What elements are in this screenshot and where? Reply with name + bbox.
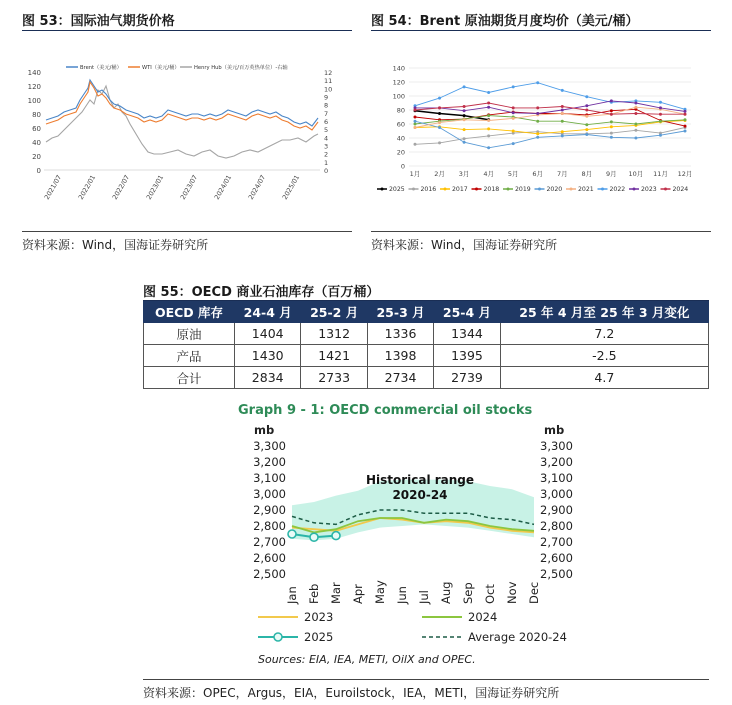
fig54-line-2016 — [415, 128, 685, 145]
fig53-rtick: 6 — [324, 118, 329, 126]
graph9-x-axis — [285, 580, 541, 605]
fig54-legend-dot — [633, 188, 636, 191]
fig54-point-2023 — [610, 99, 613, 102]
fig54-point-2022 — [561, 89, 564, 92]
fig54-point-2023 — [512, 111, 515, 114]
fig54-point-2017 — [561, 130, 564, 133]
table-cell: 2834 — [235, 367, 301, 389]
fig53-rtick: 12 — [324, 69, 333, 77]
fig53-rtick: 5 — [324, 126, 329, 135]
fig54-legend-dot — [538, 188, 541, 191]
table-cell: 1336 — [367, 323, 433, 345]
fig54-point-2017 — [536, 132, 539, 135]
fig53-ytick: 20 — [32, 153, 41, 161]
table-cell: -2.5 — [500, 345, 708, 367]
fig54-point-2020 — [536, 136, 539, 139]
table-header-cell: 25-4 月 — [434, 302, 500, 323]
fig54-legend-2019: 2019 — [515, 186, 531, 193]
fig54-legend-dot — [570, 188, 573, 191]
graph9-xtick: Oct — [483, 584, 497, 604]
graph9-xtick: Mar — [329, 582, 343, 604]
graph9-point-2025 — [288, 530, 296, 538]
graph9-unit-right: mb — [544, 423, 565, 437]
fig54-point-2018 — [414, 116, 417, 119]
fig54-point-2021 — [512, 117, 515, 120]
graph9-xtick: Dec — [527, 581, 541, 604]
fig54-point-2021 — [634, 106, 637, 109]
fig54-point-2021 — [487, 119, 490, 122]
graph9-legend — [258, 610, 567, 644]
fig54-point-2017 — [585, 128, 588, 131]
fig54-line-2020 — [415, 121, 685, 148]
fig54-point-2023 — [487, 106, 490, 109]
fig54-point-2024 — [487, 102, 490, 105]
fig53-rtick: 10 — [324, 85, 333, 94]
fig54-point-2016 — [487, 134, 490, 137]
table-cell: 4.7 — [500, 367, 708, 389]
fig54-point-2024 — [414, 109, 417, 112]
graph9-ytick-right: 3,000 — [540, 487, 573, 501]
graph9-ytick-right: 2,900 — [540, 503, 573, 517]
fig54-legend-2017: 2017 — [452, 186, 468, 193]
fig54-point-2023 — [561, 109, 564, 112]
table-cell: 1312 — [301, 323, 367, 345]
fig53-rtick: 2 — [324, 150, 329, 159]
fig54-point-2024 — [585, 109, 588, 112]
fig54-ytick: 0 — [400, 162, 405, 171]
fig53-xtick: 2025/01 — [280, 173, 302, 201]
graph9-ytick-left: 3,100 — [253, 471, 286, 485]
fig54-ytick: 60 — [396, 120, 405, 129]
graph9-xtick: Nov — [505, 581, 519, 604]
fig54-point-2024 — [610, 113, 613, 116]
fig54-ytick: 100 — [392, 92, 405, 101]
graph9-unit-left: mb — [254, 423, 275, 437]
fig54-point-2022 — [463, 85, 466, 88]
fig54-point-2017 — [463, 128, 466, 131]
fig54-point-2023 — [684, 110, 687, 113]
graph9-ytick-right: 3,300 — [540, 439, 573, 453]
fig53-rtick: 11 — [324, 77, 333, 86]
graph9-xtick: Apr — [351, 584, 365, 604]
fig54-ytick: 40 — [396, 134, 405, 143]
fig54-chart — [371, 58, 703, 200]
fig54-ytick: 20 — [396, 148, 405, 157]
fig54-point-2020 — [634, 137, 637, 140]
table-header-cell: 24-4 月 — [235, 302, 301, 323]
fig54-xtick: 6月 — [532, 170, 544, 178]
fig54-point-2019 — [659, 120, 662, 123]
fig53-title-rule — [22, 30, 352, 31]
fig53-source: 资料来源：Wind，国海证券研究所 — [22, 238, 209, 252]
fig53-rtick: 7 — [324, 109, 329, 118]
fig54-point-2024 — [438, 106, 441, 109]
fig54-point-2023 — [463, 109, 466, 112]
oecd-stock-table — [143, 301, 709, 389]
fig55-title: 图 55：OECD 商业石油库存（百万桶） — [143, 285, 380, 300]
fig54-point-2016 — [414, 143, 417, 146]
fig54-point-2021 — [438, 121, 441, 124]
fig54-point-2020 — [659, 134, 662, 137]
graph9-title: Graph 9 - 1: OECD commercial oil stocks — [238, 403, 533, 418]
graph9-ytick-right: 2,800 — [540, 519, 573, 533]
fig54-legend-dot — [601, 188, 604, 191]
table-header-cell: OECD 库存 — [144, 302, 235, 323]
table-cell: 2733 — [301, 367, 367, 389]
fig53-legend-brent: Brent（美元/桶） — [80, 65, 122, 71]
table-header-row — [144, 302, 709, 323]
fig54-point-2016 — [463, 137, 466, 140]
table-header-cell: 25-2 月 — [301, 302, 367, 323]
graph9-y-axis-right — [540, 439, 573, 581]
graph9-chart — [222, 396, 602, 670]
fig54-legend-2025: 2025 — [389, 186, 405, 193]
table-header-cell: 25 年 4 月至 25 年 3 月变化 — [500, 302, 708, 323]
fig54-point-2018 — [610, 109, 613, 112]
fig54-xtick: 8月 — [581, 170, 593, 178]
table-cell: 1395 — [434, 345, 500, 367]
fig54-point-2017 — [512, 130, 515, 133]
graph9-xtick: Feb — [307, 583, 321, 604]
fig54-point-2020 — [487, 146, 490, 149]
fig54-point-2019 — [634, 123, 637, 126]
fig53-right-axis — [324, 69, 332, 175]
fig54-point-2021 — [585, 115, 588, 118]
graph9-ytick-right: 2,700 — [540, 535, 573, 549]
fig54-legend-2020: 2020 — [546, 186, 563, 193]
fig54-point-2025 — [438, 112, 441, 115]
graph9-xtick: May — [373, 580, 387, 604]
fig54-point-2019 — [585, 123, 588, 126]
fig54-point-2022 — [487, 91, 490, 94]
fig53-ytick: 0 — [36, 167, 41, 175]
fig54-point-2022 — [659, 101, 662, 104]
fig54-point-2022 — [512, 85, 515, 88]
fig54-legend-2022: 2022 — [609, 186, 626, 193]
bottom-source-rule — [143, 679, 709, 680]
fig54-xtick: 7月 — [556, 170, 568, 178]
fig54-point-2016 — [634, 129, 637, 132]
fig53-title: 图 53：国际油气期货价格 — [22, 14, 175, 29]
graph9-xtick: Jun — [395, 586, 409, 604]
fig53-xtick: 2023/07 — [178, 173, 200, 201]
graph9-ytick-left: 3,200 — [253, 455, 286, 469]
fig54-point-2024 — [536, 106, 539, 109]
fig54-legend-dot — [664, 188, 667, 191]
fig54-title-rule — [371, 30, 711, 31]
fig54-point-2019 — [610, 120, 613, 123]
fig54-point-2020 — [512, 142, 515, 145]
graph9-point-2025 — [332, 532, 340, 540]
fig54-title: 图 54：Brent 原油期货月度均价（美元/桶） — [371, 14, 639, 29]
graph9-xtick: Jan — [285, 586, 299, 604]
table-cell: 2739 — [434, 367, 500, 389]
table-row — [144, 345, 709, 367]
fig54-xtick: 5月 — [507, 170, 519, 178]
fig54-point-2019 — [487, 114, 490, 117]
fig53-ytick: 140 — [27, 69, 41, 77]
graph9-xtick: Sep — [461, 582, 475, 604]
fig53-ytick: 40 — [32, 139, 41, 147]
fig54-point-2019 — [684, 118, 687, 121]
fig53-ytick: 120 — [27, 83, 41, 91]
fig54-point-2020 — [684, 130, 687, 133]
table-cell: 原油 — [144, 323, 235, 345]
fig54-legend-2021: 2021 — [578, 186, 594, 193]
fig54-point-2024 — [512, 106, 515, 109]
fig54-point-2020 — [414, 120, 417, 123]
fig54-point-2022 — [438, 97, 441, 100]
graph9-ytick-left: 2,800 — [253, 519, 286, 533]
fig53-ytick: 60 — [32, 125, 41, 133]
graph9-xtick: Aug — [439, 581, 453, 604]
fig54-point-2020 — [610, 136, 613, 139]
fig53-rtick: 4 — [324, 134, 329, 143]
fig53-xtick: 2024/07 — [246, 173, 268, 201]
fig54-point-2019 — [561, 120, 564, 123]
fig54-legend-dot — [507, 188, 510, 191]
fig54-legend-dot — [412, 188, 415, 191]
fig54-x-axis — [410, 170, 693, 178]
fig54-point-2025 — [463, 114, 466, 117]
fig54-line-2017 — [415, 121, 685, 134]
fig54-legend — [377, 186, 688, 193]
fig54-point-2019 — [414, 123, 417, 126]
fig54-y-axis — [393, 64, 405, 170]
graph9-ytick-left: 2,500 — [253, 567, 286, 581]
fig54-point-2020 — [561, 134, 564, 137]
table-cell: 1344 — [434, 323, 500, 345]
fig54-point-2021 — [414, 126, 417, 129]
graph9-ytick-left: 2,900 — [253, 503, 286, 517]
graph9-ytick-right: 2,600 — [540, 551, 573, 565]
graph9-sources: Sources: EIA, IEA, METI, OilX and OPEC. — [258, 653, 476, 666]
fig53-xtick: 2021/07 — [42, 173, 64, 201]
fig54-point-2019 — [536, 120, 539, 123]
fig54-line-2019 — [415, 116, 685, 125]
fig54-grid — [409, 68, 691, 166]
fig53-xtick: 2024/01 — [212, 173, 234, 201]
fig54-legend-2024: 2024 — [672, 186, 689, 193]
graph9-legend-2023: 2023 — [304, 610, 334, 624]
fig54-xtick: 9月 — [606, 170, 617, 178]
fig54-point-2022 — [536, 81, 539, 84]
graph9-annotation-line2: 2020-24 — [392, 488, 448, 502]
table-cell: 2734 — [367, 367, 433, 389]
fig54-point-2024 — [684, 113, 687, 116]
fig54-ytick: 80 — [396, 106, 405, 115]
fig54-point-2017 — [487, 127, 490, 130]
graph9-point-2025 — [310, 533, 318, 541]
fig54-legend-dot — [444, 188, 447, 191]
graph9-annotation-line1: Historical range — [365, 473, 475, 487]
fig54-series — [414, 81, 687, 149]
table-cell: 7.2 — [500, 323, 708, 345]
fig54-point-2023 — [585, 104, 588, 107]
fig54-legend-dot — [381, 188, 384, 191]
fig53-rtick: 8 — [324, 101, 329, 110]
graph9-ytick-right: 3,100 — [540, 471, 573, 485]
fig54-point-2022 — [585, 95, 588, 98]
fig54-ytick: 120 — [392, 78, 405, 87]
fig54-point-2020 — [463, 141, 466, 144]
table-cell: 1430 — [235, 345, 301, 367]
fig54-legend-2016: 2016 — [420, 186, 437, 193]
table-cell: 合计 — [144, 367, 235, 389]
fig53-chart — [22, 60, 342, 210]
graph9-ytick-right: 3,200 — [540, 455, 573, 469]
table-cell: 1398 — [367, 345, 433, 367]
fig54-xtick: 10月 — [628, 170, 644, 178]
fig54-point-2016 — [438, 141, 441, 144]
graph9-legend-2025: 2025 — [304, 630, 334, 644]
fig54-legend-dot — [475, 188, 478, 191]
graph9-ytick-left: 3,000 — [253, 487, 286, 501]
fig54-xtick: 2月 — [434, 170, 445, 178]
fig53-legend-wti: WTI（美元/桶） — [142, 65, 180, 71]
fig54-xtick: 12月 — [677, 170, 693, 178]
fig54-bottom-rule — [371, 231, 711, 232]
fig54-xtick: 4月 — [483, 170, 494, 178]
fig54-point-2023 — [634, 102, 637, 105]
fig54-point-2024 — [634, 112, 637, 115]
fig53-ytick: 80 — [32, 111, 41, 119]
fig54-point-2021 — [463, 118, 466, 121]
fig54-ytick: 140 — [392, 64, 405, 73]
fig54-legend-2018: 2018 — [483, 186, 500, 193]
graph9-ytick-left: 3,300 — [253, 439, 286, 453]
table-cell: 1404 — [235, 323, 301, 345]
fig53-ytick: 100 — [27, 97, 41, 105]
table-cell: 1421 — [301, 345, 367, 367]
fig53-rtick: 9 — [324, 93, 329, 102]
fig54-point-2016 — [610, 132, 613, 135]
graph9-ytick-right: 2,500 — [540, 567, 573, 581]
fig54-point-2023 — [659, 106, 662, 109]
fig53-legend-hh: Henry Hub（美元/百万英热单位）-右轴 — [194, 65, 288, 71]
graph9-y-axis-left — [253, 439, 286, 581]
fig54-point-2023 — [536, 112, 539, 115]
table-row — [144, 367, 709, 389]
fig53-xtick: 2023/01 — [144, 173, 166, 201]
fig53-left-axis — [28, 69, 41, 175]
fig54-point-2024 — [561, 105, 564, 108]
graph9-xtick: Jul — [417, 590, 431, 604]
fig54-xtick: 3月 — [458, 170, 470, 178]
fig54-xtick: 1月 — [409, 170, 421, 178]
fig54-point-2020 — [438, 126, 441, 129]
fig54-point-2021 — [561, 112, 564, 115]
fig53-rtick: 0 — [324, 167, 329, 175]
fig53-legend — [66, 63, 288, 71]
fig53-xtick: 2022/07 — [110, 173, 132, 201]
table-cell: 产品 — [144, 345, 235, 367]
fig54-point-2020 — [585, 133, 588, 136]
table-row — [144, 323, 709, 345]
graph9-ytick-left: 2,700 — [253, 535, 286, 549]
fig53-hh-line — [46, 86, 318, 158]
fig53-rtick: 1 — [324, 158, 329, 167]
fig54-point-2024 — [659, 113, 662, 116]
bottom-source: 资料来源：OPEC，Argus，EIA，Euroilstock，IEA，METI，国海证券研究所 — [143, 686, 560, 700]
graph9-ytick-left: 2,600 — [253, 551, 286, 565]
fig54-source: 资料来源：Wind，国海证券研究所 — [371, 238, 558, 252]
fig53-rtick: 3 — [324, 142, 329, 151]
table-header-cell: 25-3 月 — [367, 302, 433, 323]
fig53-xtick: 2022/01 — [76, 173, 98, 201]
fig53-x-axis — [43, 174, 301, 201]
fig54-legend-2023: 2023 — [641, 186, 657, 193]
fig54-xtick: 11月 — [653, 170, 668, 178]
graph9-legend-2024: 2024 — [468, 610, 498, 624]
fig54-point-2017 — [610, 125, 613, 128]
graph9-legend-avg: Average 2020-24 — [468, 630, 567, 644]
fig54-point-2018 — [684, 125, 687, 128]
fig54-point-2024 — [463, 105, 466, 108]
fig53-bottom-rule — [22, 231, 352, 232]
